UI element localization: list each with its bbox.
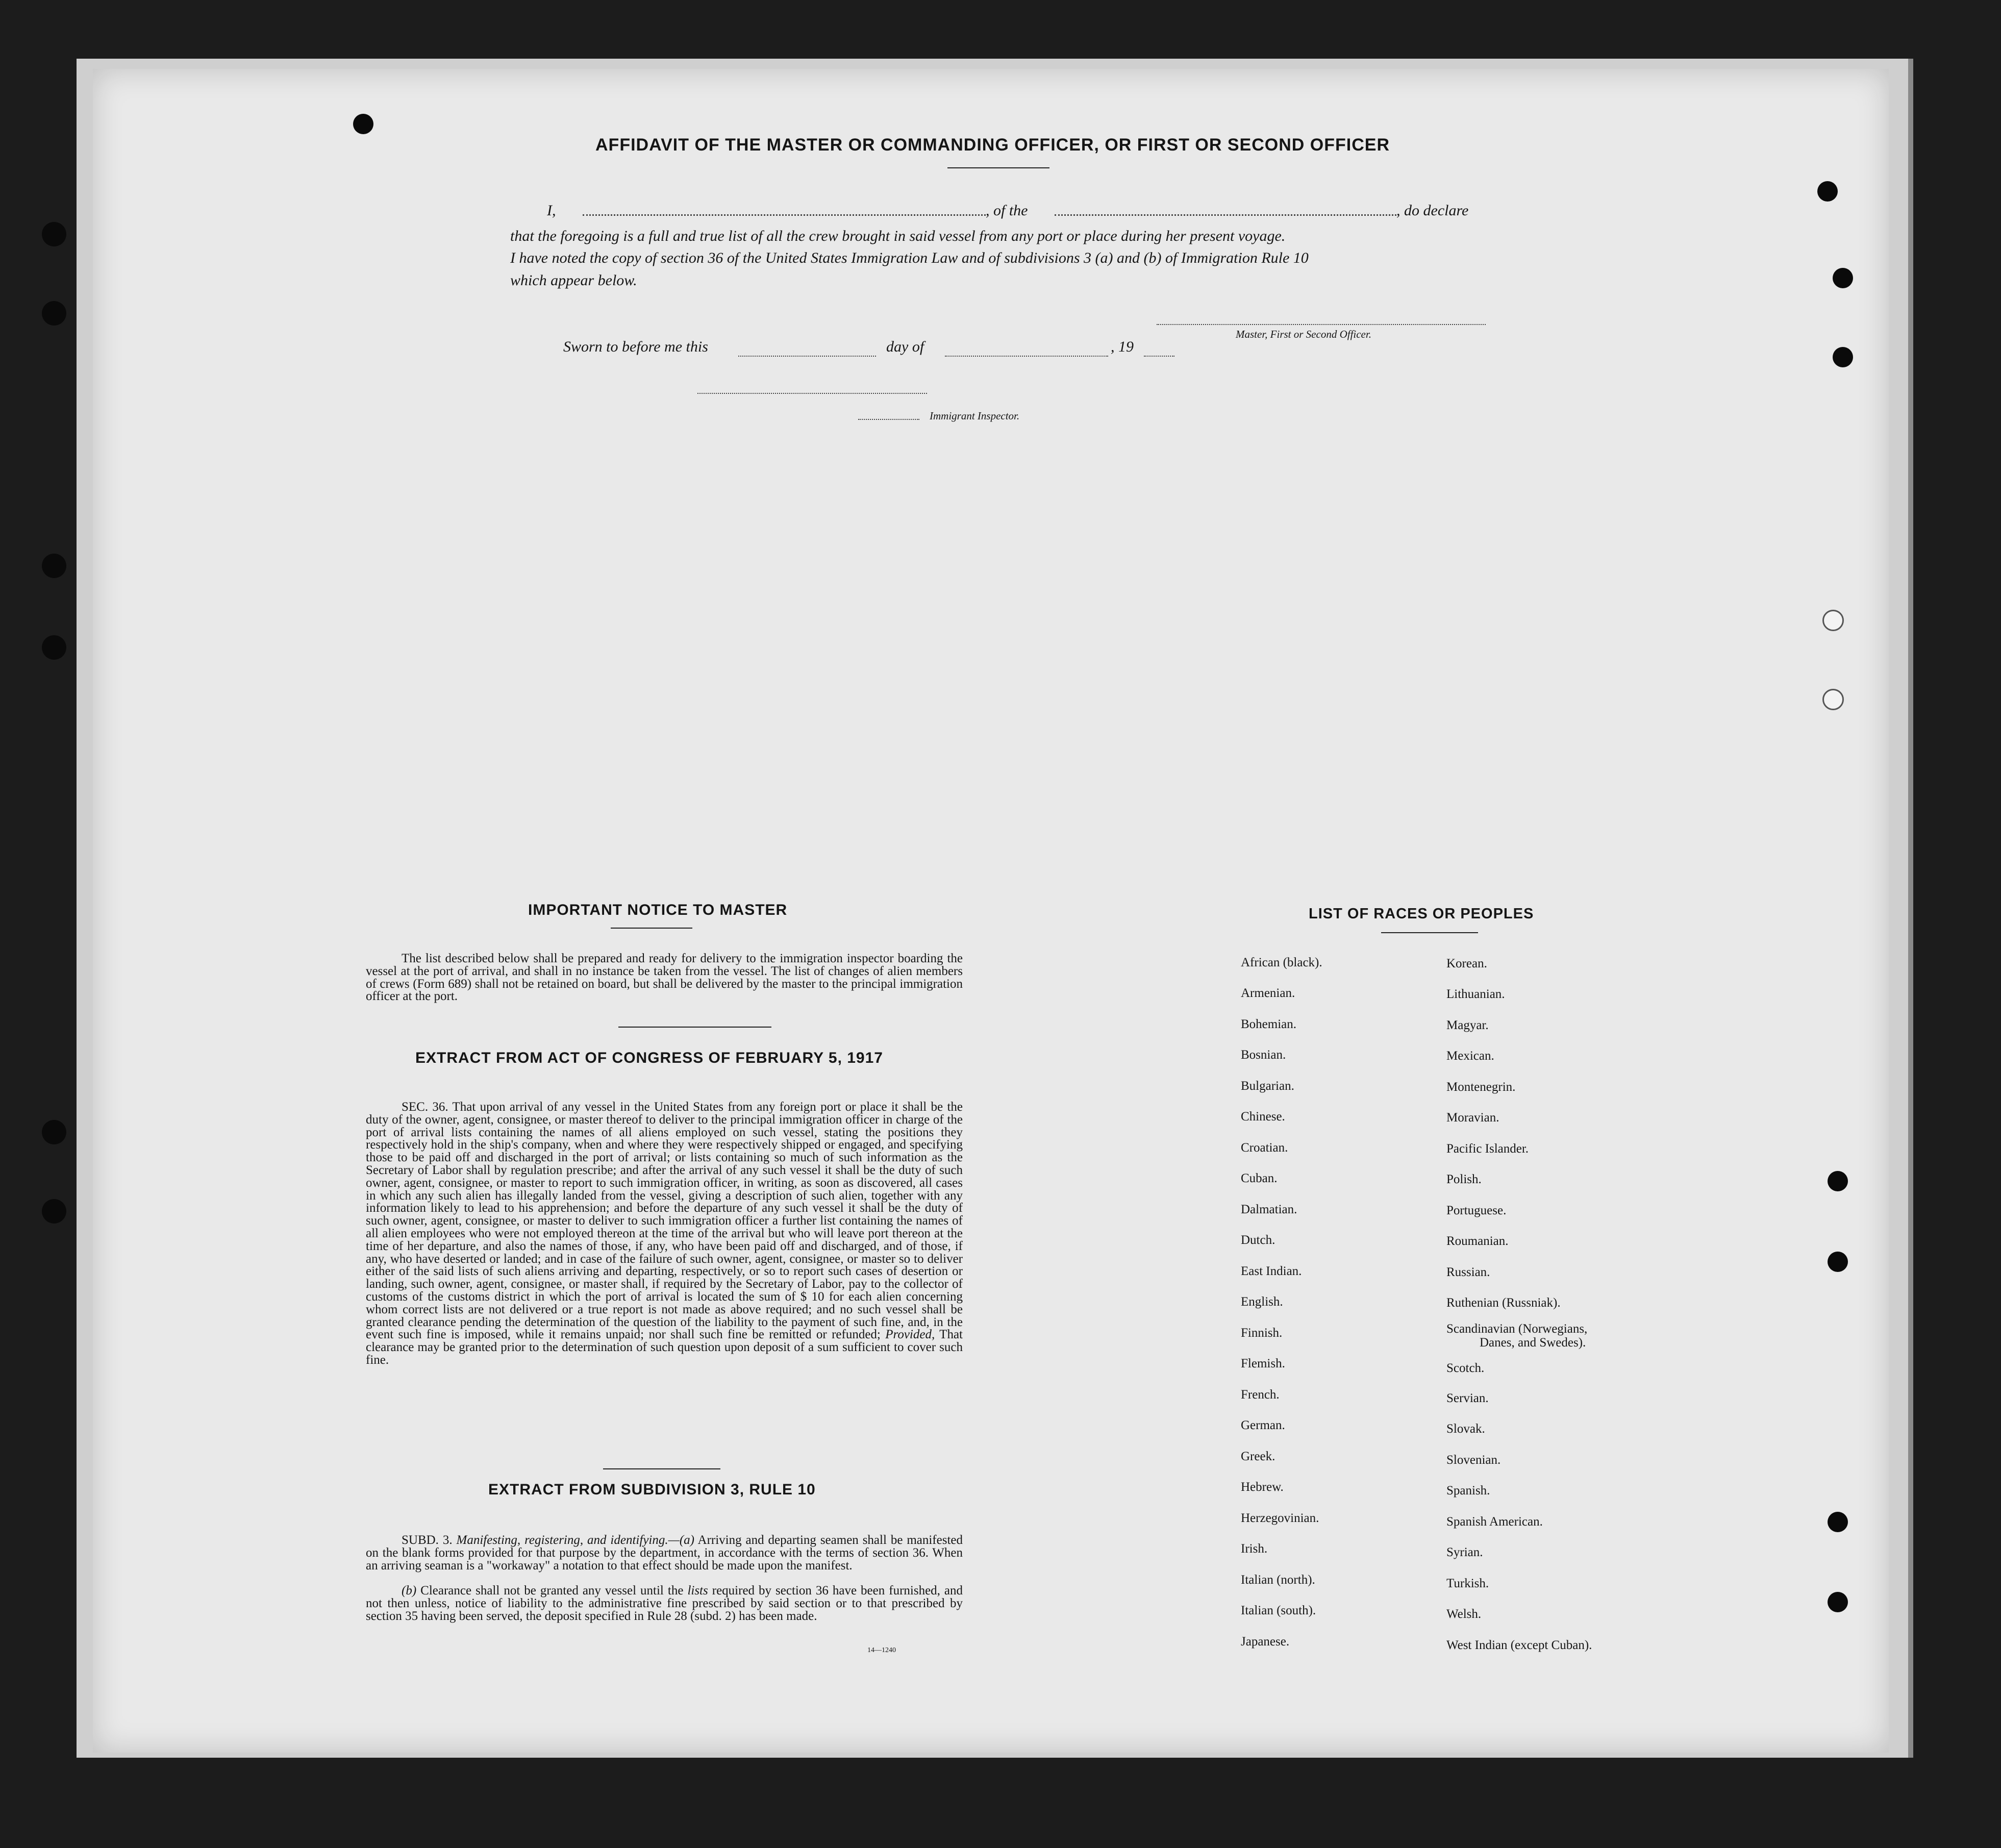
punch-hole [1833,268,1853,288]
race-left-item: Dalmatian. [1241,1203,1297,1216]
master-signature-line[interactable] [1157,324,1486,325]
punch-hole [1828,1252,1848,1272]
extract-act-title: EXTRACT FROM ACT OF CONGRESS OF FEBRUARY 5, 1917 [415,1050,883,1066]
race-right-item: Slovak. [1446,1422,1485,1436]
race-left-item: Finnish. [1241,1326,1283,1340]
race-left-item: Greek. [1241,1450,1275,1463]
declaration-line-2: that the foregoing is a full and true list of all the crew brought in said vessel from any port or place during her present voyage. [510,228,1286,244]
declaration-of-the: , of the [986,202,1028,219]
race-right-item: Slovenian. [1446,1453,1501,1467]
sworn-year: , 19 [1111,338,1134,355]
form-number: 14—1240 [867,1646,896,1654]
race-right-item: Mexican. [1446,1049,1494,1063]
race-right-item: Turkish. [1446,1577,1489,1590]
punch-hole [1828,1592,1848,1612]
declaration-line-3: I have noted the copy of section 36 of the United States Immigration Law and of subdivisions 3 (a) and (b) of Immigration Rule 10 [510,249,1309,266]
divider [1381,932,1478,933]
race-left-item: Flemish. [1241,1357,1285,1370]
notice-text: The list described below shall be prepared and ready for delivery to the immigration inspector boarding the vessel at the port of arrival, and shall in no instance be taken from the vessel. The list of changes of alien members of crews (Form 689) shall not be retained on board, but shall be delivered by the master to the principal immigration officer at the port. [366,952,963,1004]
race-left-item: Irish. [1241,1542,1268,1556]
subd-3-b-text [366,1585,963,1622]
subd-a-body: Arriving and departing seamen shall be manifested on the blank forms provided for that purpose by the department, in accordance with the terms of section 36. When an arriving seaman is a "workaway" a notation to that effect should be made upon the manifest. [366,1533,963,1572]
sec-body-end: That clearance may be granted prior to the determination of such question upon deposit of a sum sufficient to cover such fine. [366,1328,963,1367]
race-left-item: Chinese. [1241,1110,1285,1123]
race-right-item: Spanish. [1446,1484,1490,1497]
punch-hole [1828,1171,1848,1191]
sworn-day-of: day of [886,338,924,355]
b-label: (b) [402,1584,417,1597]
extract-rule-title: EXTRACT FROM SUBDIVISION 3, RULE 10 [488,1481,816,1498]
subd-label: SUBD. 3. [402,1533,453,1547]
sec-body: That upon arrival of any vessel in the United States from any foreign port or place it shall be the duty of the owner, agent, consignee, or master thereof to deliver to the principal immigration officer in charge of the port of arrival lists containing the names of all aliens employed on such vessel, stating the positions they respectively hold in the ship's company, when and where they were respectively shipped or engaged, and specifying those to be paid off and discharged in the port of arrival; or lists containing so much of such information as the Secretary of Labor shall by regulation prescribe; and after the arrival of any such vessel it shall be the duty of such owner, agent, consignee, or master to report to such immigration officer, in writing, as soon as discovered, all cases in which any such alien has illegally landed from the vessel, giving a description of such alien, together with any information likely to lead to his apprehension; and before the departure of any such vessel it shall be the duty of such owner, agent, consignee, or master to deliver to such immigration officer a further list containing the names of all alien employees who were not employed thereon at the time of the arrival but who will leave port thereon at the time of her departure, and also the names of those, if any, who have been paid off and discharged, and of those, if any, who have deserted or landed; and in case of the failure of such owner, agent, consignee, or master so to deliver either of the said lists of such aliens arriving and departing, respectively, or so to report such cases of desertion or landing, such owner, agent, consignee, or master shall, if required by the Secretary of Labor, pay to the collector of customs of the customs district in which the port of arrival is located the sum of $ 10 for each alien concerning whom correct lists are not delivered or a true report is not made as above required; and no such vessel shall be granted clearance pending the determination of the question of the liability to the payment of such fine, and, in the event such fine is imposed, while it remains unpaid; nor shall such fine be remitted or refunded; [366,1100,963,1342]
subd-heading: Manifesting, registering, and identifying.—(a) [456,1533,694,1547]
race-left-item: French. [1241,1388,1280,1402]
race-right-item: Ruthenian (Russniak). [1446,1296,1561,1310]
race-left-item: Cuban. [1241,1171,1278,1185]
punch-hole [42,1120,66,1144]
race-right-item: Korean. [1446,957,1487,970]
inspector-label: Immigrant Inspector. [930,410,1020,422]
race-right-item: Servian. [1446,1391,1489,1405]
race-left-item: Bosnian. [1241,1048,1286,1062]
day-blank[interactable] [738,356,876,357]
race-left-item: German. [1241,1418,1285,1432]
subd-3-a-text [366,1534,963,1572]
races-title: LIST OF RACES OR PEOPLES [1309,906,1534,922]
punch-hole [1817,181,1838,202]
race-left-item: Croatian. [1241,1141,1288,1155]
race-right-item: Moravian. [1446,1111,1499,1125]
race-left-item: Italian (south). [1241,1604,1316,1617]
race-left-item: Bohemian. [1241,1017,1297,1031]
punch-hole [42,301,66,326]
master-label: Master, First or Second Officer. [1236,328,1371,340]
race-right-item: Syrian. [1446,1545,1483,1559]
race-left-item: Hebrew. [1241,1480,1284,1494]
declaration-do-declare: , do declare [1396,202,1469,219]
race-left-item: Dutch. [1241,1233,1275,1247]
punch-hole [1828,1512,1848,1532]
sec-label: SEC. 36. [402,1100,448,1114]
document-page [93,69,1889,1753]
notice-title: IMPORTANT NOTICE TO MASTER [528,902,788,918]
race-right-item: Roumanian. [1446,1234,1509,1248]
race-right-item: Pacific Islander. [1446,1142,1529,1156]
punch-hole [1822,610,1844,631]
punch-hole [1822,689,1844,710]
race-right-item: Scandinavian (Norwegians, [1446,1322,1588,1336]
divider [603,1468,720,1469]
vessel-blank[interactable] [1055,214,1396,216]
punch-hole [42,554,66,578]
affidavit-title: AFFIDAVIT OF THE MASTER OR COMMANDING OFFICER, OR FIRST OR SECOND OFFICER [595,135,1390,155]
race-right-item: Portuguese. [1446,1204,1507,1217]
race-left-item: Japanese. [1241,1635,1290,1649]
punch-hole [42,1199,66,1223]
lists-word: lists [687,1584,708,1597]
divider [947,167,1049,168]
provided-word: Provided, [885,1328,935,1342]
race-right-item: Magyar. [1446,1018,1489,1032]
race-right-item: Montenegrin. [1446,1080,1516,1094]
sworn-prefix: Sworn to before me this [563,338,708,355]
divider [618,1027,771,1028]
race-left-item: Herzegovinian. [1241,1511,1319,1525]
race-right-item: West Indian (except Cuban). [1446,1638,1592,1652]
declaration-i: I, [547,202,556,219]
race-right-continuation: Danes, and Swedes). [1480,1336,1586,1350]
month-blank[interactable] [945,356,1108,357]
divider [611,928,692,929]
race-left-item: English. [1241,1295,1283,1309]
race-left-item: African (black). [1241,956,1322,969]
punch-hole [353,114,373,134]
race-right-item: Polish. [1446,1172,1482,1186]
section-36-text [366,1101,963,1367]
year-blank[interactable] [1144,356,1174,357]
race-right-item: Welsh. [1446,1607,1482,1621]
race-left-item: Armenian. [1241,986,1295,1000]
race-left-item: Italian (north). [1241,1573,1315,1587]
subd-b-body-1: Clearance shall not be granted any vessel until the [420,1584,684,1597]
race-right-item: Russian. [1446,1265,1490,1279]
race-right-item: Spanish American. [1446,1515,1543,1529]
race-left-item: Bulgarian. [1241,1079,1294,1093]
inspector-signature-line[interactable] [697,393,927,394]
inspector-dots [858,419,919,420]
declaration-line-4: which appear below. [510,272,637,289]
punch-hole [42,635,66,660]
race-right-item: Scotch. [1446,1361,1485,1375]
punch-hole [42,222,66,246]
punch-hole [1833,347,1853,367]
subd-b-body-2: required by section 36 have been furnished, and not then unless, notice of liability to the administrative fine prescribed by said section or to that prescribed by section 35 having been served, the deposit specified in Rule 28 (subd. 2) has been made. [366,1584,963,1623]
race-right-item: Lithuanian. [1446,987,1505,1001]
name-blank[interactable] [583,214,986,216]
race-left-item: East Indian. [1241,1264,1302,1278]
